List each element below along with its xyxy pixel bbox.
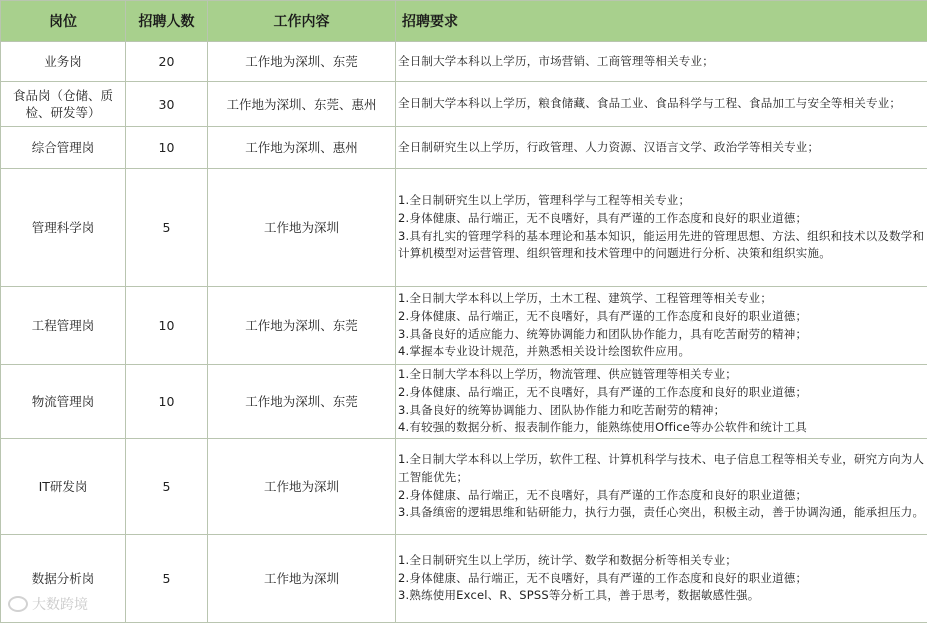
requirement-line: 3.熟练使用Excel、R、SPSS等分析工具，善于思考，数据敏感性强。 <box>398 587 925 605</box>
requirement-line: 3.具备良好的统筹协调能力、团队协作能力和吃苦耐劳的精神； <box>398 402 925 420</box>
requirement-line: 1.全日制研究生以上学历，统计学、数学和数据分析等相关专业； <box>398 552 925 570</box>
content-cell: 工作地为深圳、东莞 <box>208 287 396 365</box>
requirement-line: 2.身体健康、品行端正，无不良嗜好，具有严谨的工作态度和良好的职业道德； <box>398 384 925 402</box>
table-row <box>1 127 927 169</box>
requirement-line: 3.具备良好的适应能力、统筹协调能力和团队协作能力，具有吃苦耐劳的精神； <box>398 326 925 344</box>
post-cell: 物流管理岗 <box>1 365 126 439</box>
requirement-line: 全日制大学本科以上学历，粮食储藏、食品工业、食品科学与工程、食品加工与安全等相关专业； <box>398 95 925 113</box>
count-cell: 20 <box>126 42 208 82</box>
requirement-line: 1.全日制大学本科以上学历，软件工程、计算机科学与技术、电子信息工程等相关专业，研究方向为人工智能优先； <box>398 451 925 486</box>
post-cell: 综合管理岗 <box>1 127 126 169</box>
requirements-cell <box>396 365 927 439</box>
header-requirements: 招聘要求 <box>396 1 927 42</box>
requirement-line: 4.有较强的数据分析、报表制作能力，能熟练使用Office等办公软件和统计工具 <box>398 419 925 437</box>
header-content: 工作内容 <box>208 1 396 42</box>
table-row <box>1 82 927 127</box>
requirement-line: 2.身体健康、品行端正，无不良嗜好，具有严谨的工作态度和良好的职业道德； <box>398 308 925 326</box>
content-cell: 工作地为深圳 <box>208 439 396 535</box>
table-row <box>1 169 927 287</box>
watermark-text: 大数跨境 <box>32 594 88 614</box>
requirement-line: 3.具备缜密的逻辑思维和钻研能力，执行力强，责任心突出，积极主动，善于协调沟通，能承担压力。 <box>398 504 925 522</box>
count-cell: 10 <box>126 365 208 439</box>
post-cell: 业务岗 <box>1 42 126 82</box>
content-cell: 工作地为深圳、东莞 <box>208 42 396 82</box>
requirement-line: 2.身体健康、品行端正，无不良嗜好，具有严谨的工作态度和良好的职业道德； <box>398 570 925 588</box>
content-cell: 工作地为深圳 <box>208 169 396 287</box>
header-post: 岗位 <box>1 1 126 42</box>
requirement-line: 3.具有扎实的管理学科的基本理论和基本知识，能运用先进的管理思想、方法、组织和技术以及数学和计算机模型对运营管理、组织管理和技术管理中的问题进行分析、决策和组织实施。 <box>398 228 925 263</box>
requirements-cell <box>396 127 927 169</box>
requirement-line: 1.全日制大学本科以上学历，物流管理、供应链管理等相关专业； <box>398 366 925 384</box>
count-cell: 5 <box>126 169 208 287</box>
table-row <box>1 439 927 535</box>
count-cell: 5 <box>126 439 208 535</box>
requirement-line: 全日制大学本科以上学历，市场营销、工商管理等相关专业； <box>398 53 925 71</box>
table-row <box>1 535 927 623</box>
requirement-line: 4.掌握本专业设计规范，并熟悉相关设计绘图软件应用。 <box>398 343 925 361</box>
count-cell: 10 <box>126 127 208 169</box>
watermark-logo-icon <box>8 596 28 612</box>
header-row <box>1 1 927 42</box>
count-cell: 30 <box>126 82 208 127</box>
requirement-line: 1.全日制研究生以上学历，管理科学与工程等相关专业； <box>398 192 925 210</box>
count-cell: 10 <box>126 287 208 365</box>
requirement-line: 1.全日制大学本科以上学历，土木工程、建筑学、工程管理等相关专业； <box>398 290 925 308</box>
requirement-line: 2.身体健康、品行端正，无不良嗜好，具有严谨的工作态度和良好的职业道德； <box>398 210 925 228</box>
table-row <box>1 365 927 439</box>
table-row <box>1 42 927 82</box>
requirements-cell <box>396 439 927 535</box>
requirements-cell <box>396 535 927 623</box>
content-cell: 工作地为深圳、惠州 <box>208 127 396 169</box>
requirements-cell <box>396 287 927 365</box>
requirement-line: 2.身体健康、品行端正，无不良嗜好，具有严谨的工作态度和良好的职业道德； <box>398 487 925 505</box>
post-cell: 食品岗（仓储、质检、研发等） <box>1 82 126 127</box>
requirement-line: 全日制研究生以上学历，行政管理、人力资源、汉语言文学、政治学等相关专业； <box>398 139 925 157</box>
requirements-cell <box>396 42 927 82</box>
post-cell: 工程管理岗 <box>1 287 126 365</box>
header-count: 招聘人数 <box>126 1 208 42</box>
count-cell: 5 <box>126 535 208 623</box>
content-cell: 工作地为深圳、东莞、惠州 <box>208 82 396 127</box>
requirements-cell <box>396 169 927 287</box>
post-cell: 管理科学岗 <box>1 169 126 287</box>
post-cell: IT研发岗 <box>1 439 126 535</box>
content-cell: 工作地为深圳、东莞 <box>208 365 396 439</box>
content-cell: 工作地为深圳 <box>208 535 396 623</box>
watermark <box>8 594 88 614</box>
post-cell: 数据分析岗 <box>1 535 126 623</box>
requirements-cell <box>396 82 927 127</box>
table-row <box>1 287 927 365</box>
